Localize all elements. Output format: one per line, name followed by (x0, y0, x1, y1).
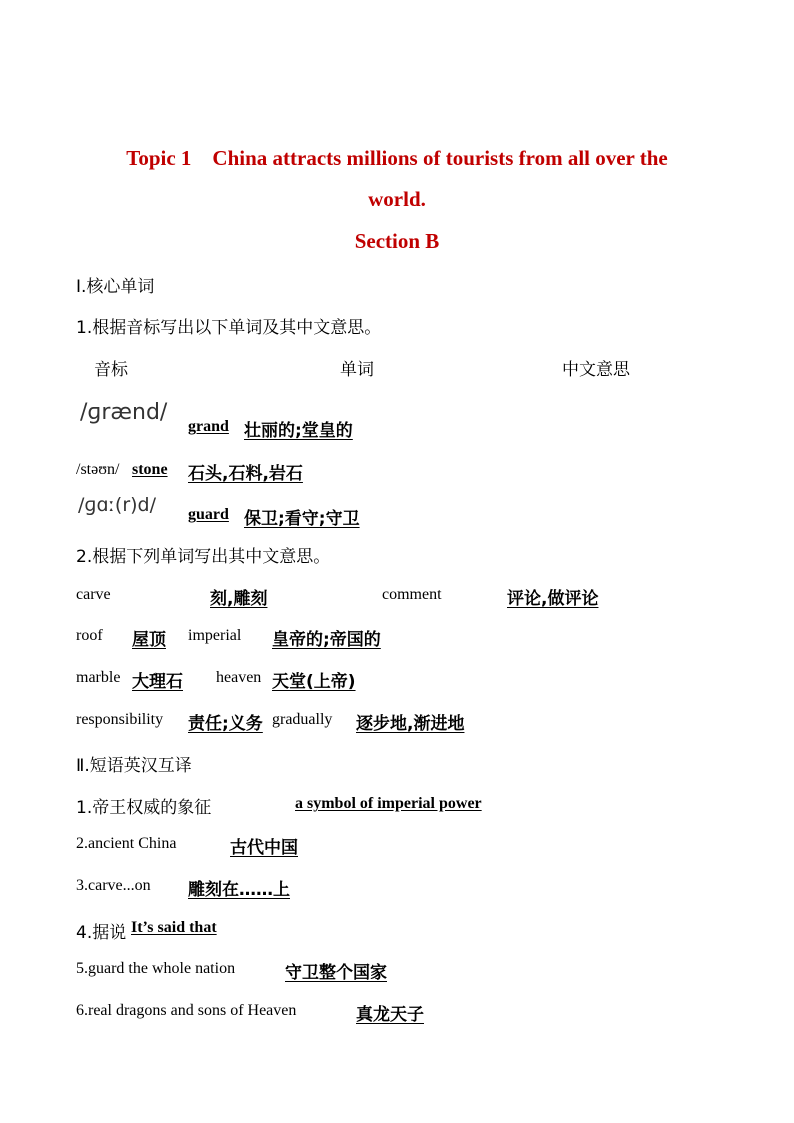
phrase-prompt-6: 6.real dragons and sons of Heaven (76, 1002, 297, 1019)
word-1: grand (188, 418, 229, 435)
phrase-prompt-4: 4.据说 (76, 923, 127, 943)
meaning-2: 石头,石料,岩石 (188, 464, 303, 484)
q2-word-marble: marble (76, 669, 121, 686)
part2-heading: Ⅱ.短语英汉互译 (76, 756, 192, 776)
meaning-1: 壮丽的;堂皇的 (244, 421, 353, 441)
phrase-prompt-5: 5.guard the whole nation (76, 960, 236, 977)
phrase-answer-1: a symbol of imperial power (295, 795, 482, 812)
word-3: guard (188, 506, 229, 523)
header-word: 单词 (340, 360, 374, 380)
header-meaning: 中文意思 (562, 360, 630, 380)
q2-word-responsibility: responsibility (76, 711, 164, 728)
q2-word-heaven: heaven (216, 669, 262, 686)
phrase-answer-6: 真龙天子 (356, 1005, 424, 1025)
phrase-prompt-2: 2.ancient China (76, 835, 177, 852)
word-2: stone (132, 461, 168, 478)
phrase-answer-2: 古代中国 (230, 838, 298, 858)
q2-word-imperial: imperial (188, 627, 242, 644)
q2-meaning-imperial: 皇帝的;帝国的 (272, 630, 381, 650)
phrase-answer-5: 守卫整个国家 (285, 963, 387, 983)
q2-word-gradually: gradually (272, 711, 333, 728)
q2-instruction: 2.根据下列单词写出其中文意思。 (76, 547, 331, 567)
page-title-line-2: world. (368, 187, 426, 211)
q2-meaning-carve: 刻,雕刻 (210, 589, 268, 609)
section-title: Section B (354, 229, 440, 253)
q2-meaning-responsibility: 责任;义务 (188, 714, 263, 734)
q2-meaning-comment: 评论,做评论 (507, 589, 599, 609)
q1-instruction: 1.根据音标写出以下单词及其中文意思。 (76, 318, 382, 338)
phrase-prompt-1: 1.帝王权威的象征 (76, 798, 212, 818)
phonetic-2: /stəʊn/ (76, 461, 120, 478)
page-title-line-1: Topic 1 China attracts millions of tourists from all over the (126, 146, 668, 170)
phonetic-3: /ɡɑː(r)d/ (78, 494, 157, 516)
q2-word-carve: carve (76, 586, 111, 603)
q2-word-comment: comment (382, 586, 442, 603)
q2-meaning-gradually: 逐步地,渐进地 (356, 714, 465, 734)
phrase-answer-3: 雕刻在……上 (188, 880, 290, 900)
q2-word-roof: roof (76, 627, 103, 644)
phonetic-1: /ɡrænd/ (80, 400, 168, 425)
part1-heading: Ⅰ.核心单词 (76, 277, 155, 297)
q2-meaning-roof: 屋顶 (132, 630, 166, 650)
phrase-answer-4: It’s said that (131, 919, 217, 936)
q2-meaning-heaven: 天堂(上帝) (272, 672, 356, 692)
q2-meaning-marble: 大理石 (132, 672, 183, 692)
header-phonetic: 音标 (94, 360, 128, 380)
meaning-3: 保卫;看守;守卫 (244, 509, 360, 529)
phrase-prompt-3: 3.carve...on (76, 877, 151, 894)
